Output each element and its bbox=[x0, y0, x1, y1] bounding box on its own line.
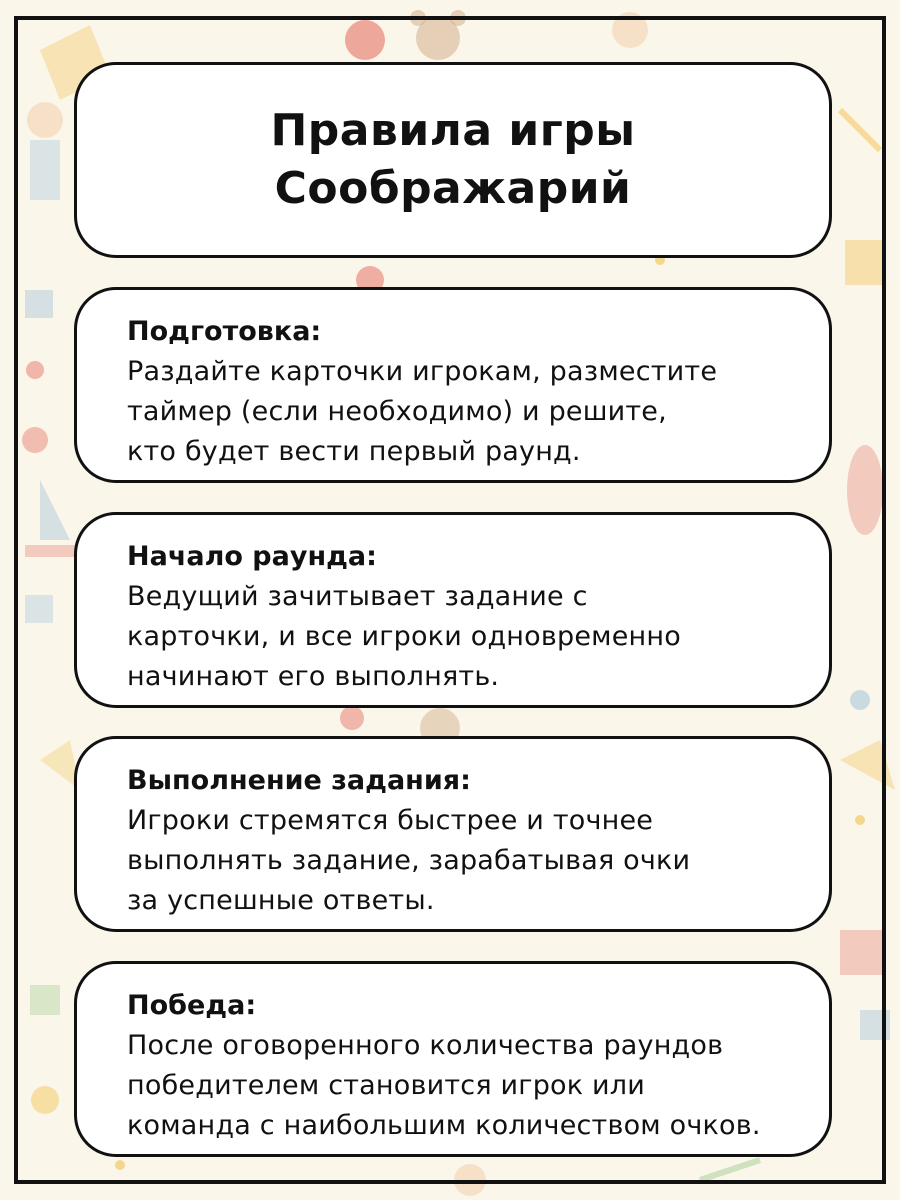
rule-heading: Победа: bbox=[127, 990, 257, 1021]
rule-text: Игроки стремятся быстрее и точнее выполнять задание, зарабатывая очки за успешные ответы. bbox=[127, 805, 691, 916]
title-card bbox=[74, 62, 832, 258]
rule-text: После оговоренного количества раундов победителем становится игрок или команда с наибольшим количеством очков. bbox=[127, 1030, 761, 1141]
rule-heading: Начало раунда: bbox=[127, 541, 377, 572]
rule-heading: Подготовка: bbox=[127, 316, 322, 347]
rule-card-task-completion bbox=[74, 736, 832, 932]
page-title: Правила игры Соображарий bbox=[270, 105, 636, 214]
rule-card-victory bbox=[74, 961, 832, 1157]
rule-card-round-start bbox=[74, 512, 832, 708]
rule-heading: Выполнение задания: bbox=[127, 765, 471, 796]
rule-card-preparation bbox=[74, 287, 832, 483]
rule-text: Ведущий зачитывает задание с карточки, и все игроки одновременно начинают его выполнять. bbox=[127, 581, 681, 692]
rule-text: Раздайте карточки игрокам, разместите таймер (если необходимо) и решите, кто будет вести первый раунд. bbox=[127, 356, 718, 467]
